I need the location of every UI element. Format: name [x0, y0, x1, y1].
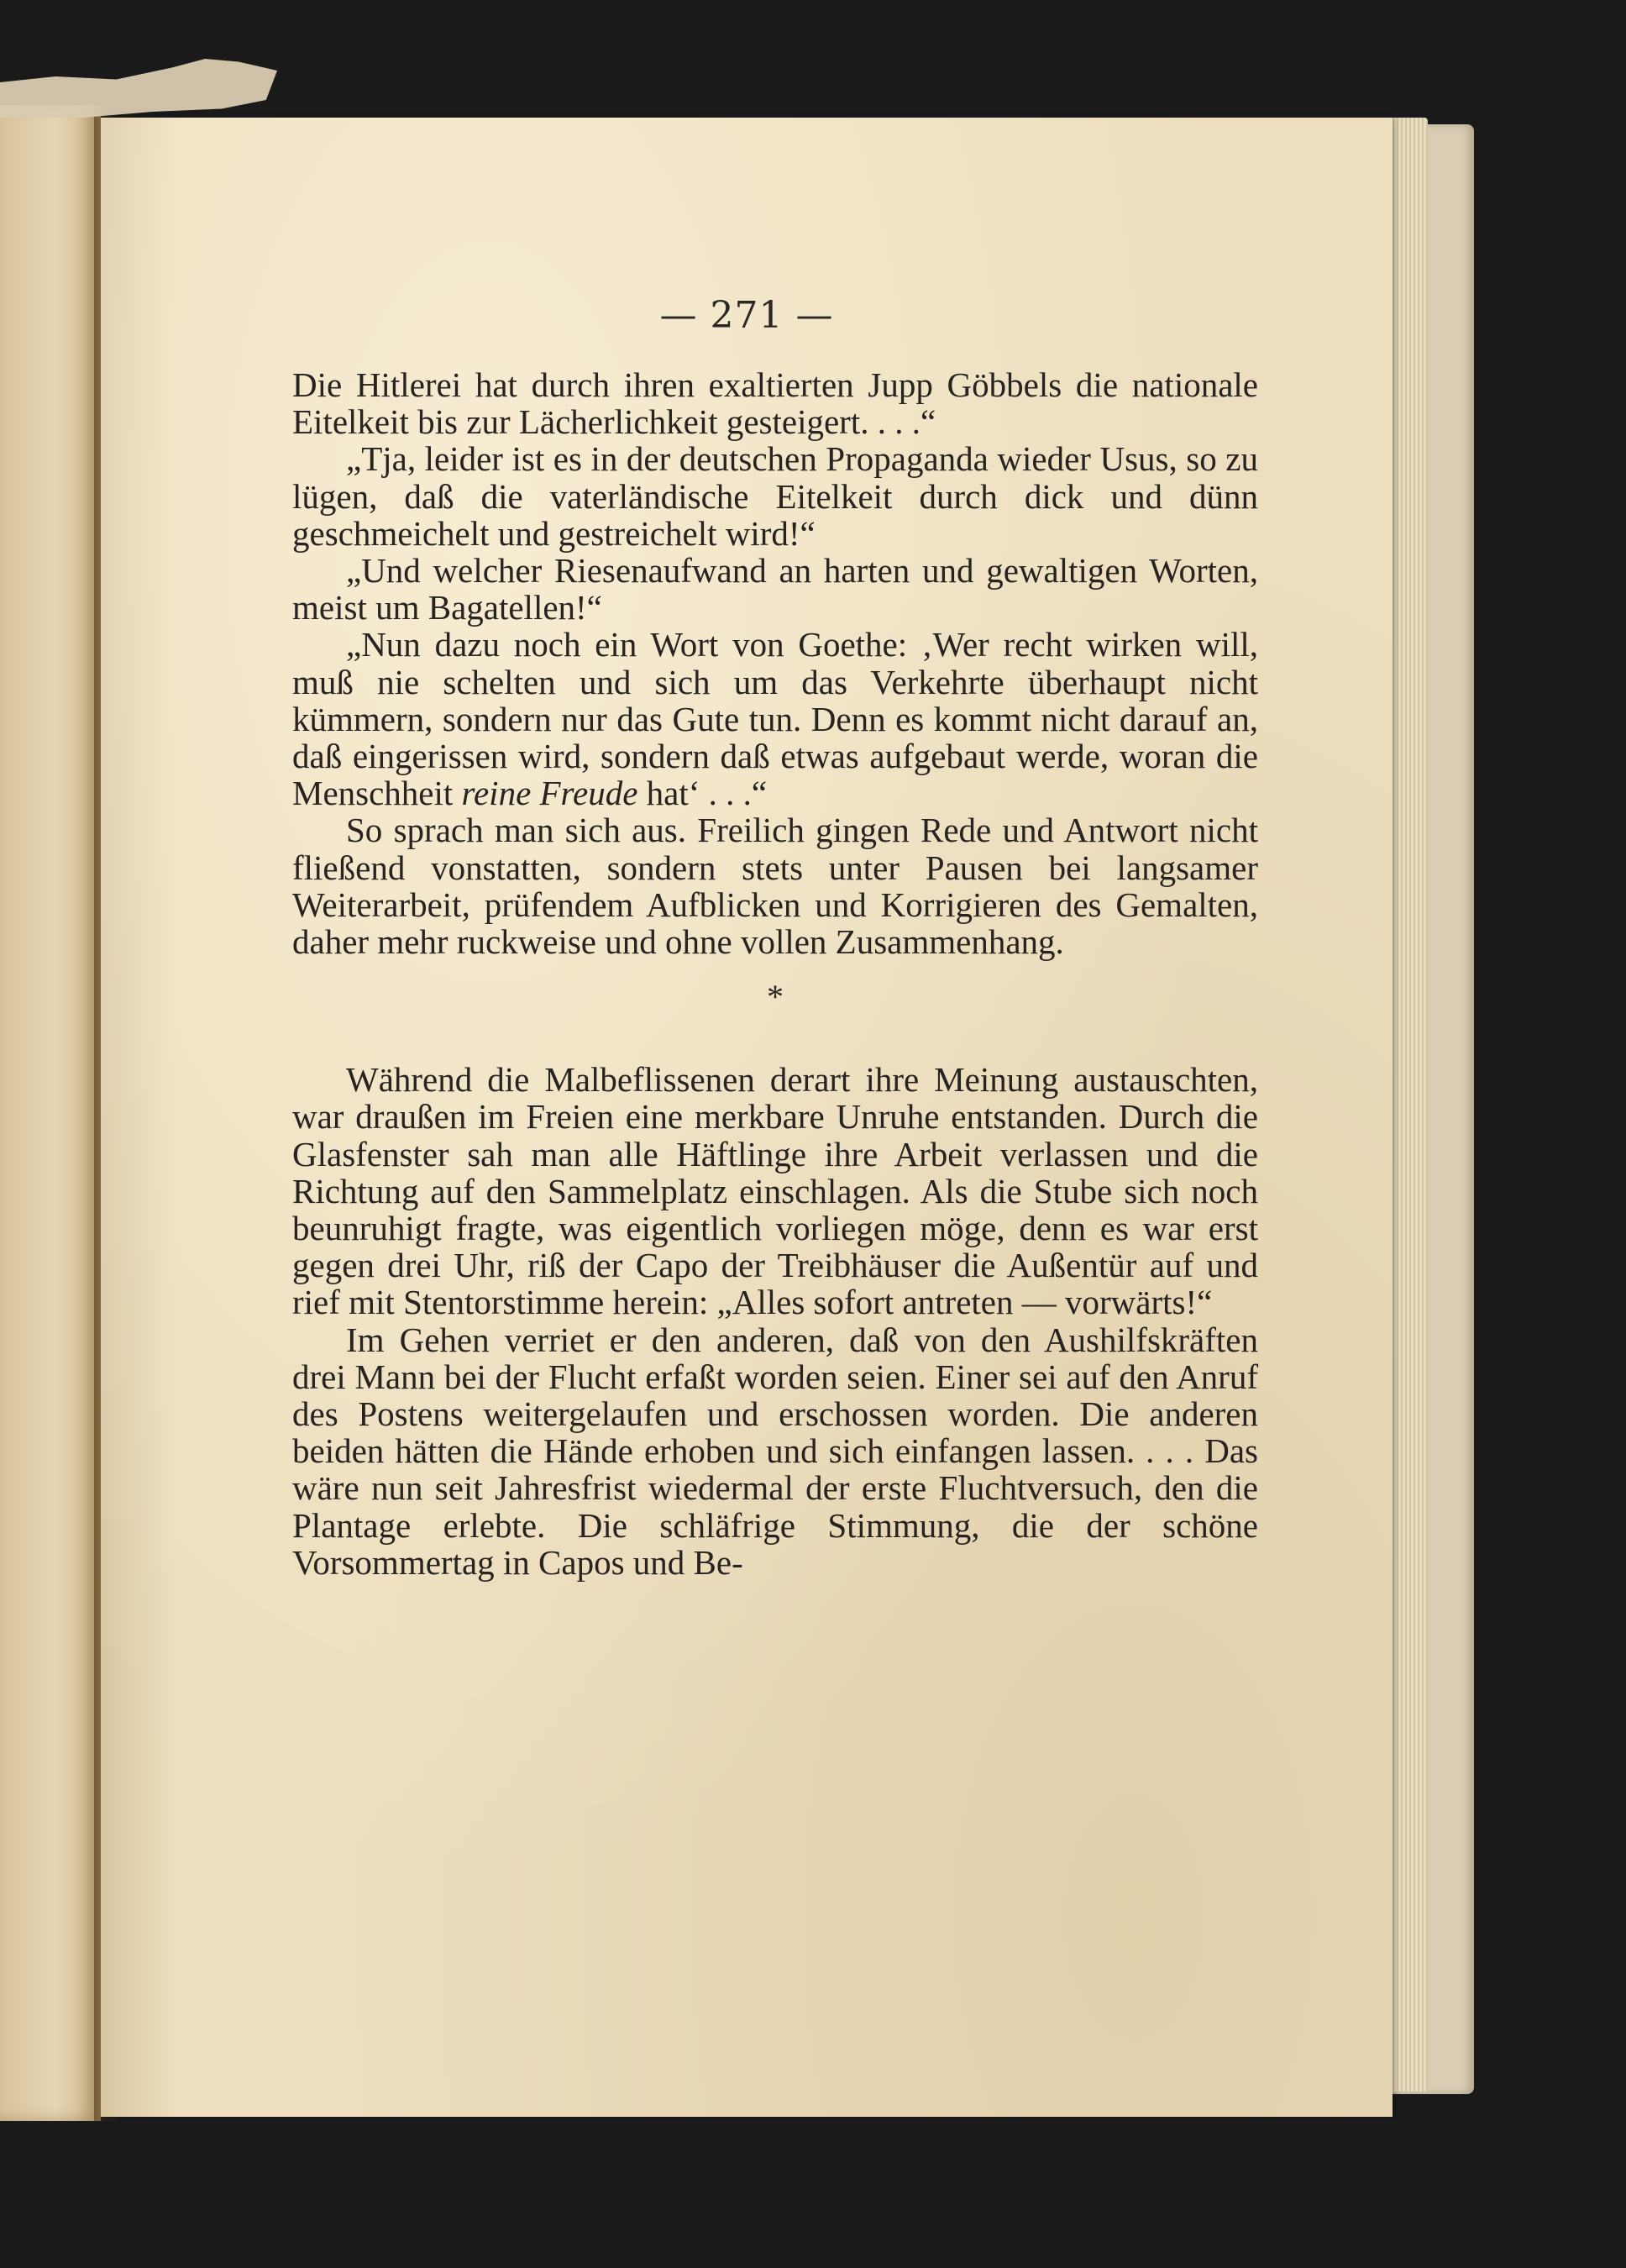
paragraph-text: hat‘ . . .“: [637, 774, 768, 813]
emphasized-text: reine Freude: [461, 774, 638, 813]
book-page: [101, 118, 1393, 2117]
paragraph-text: „Nun dazu noch ein Wort von Goethe: ‚Wer recht wirken will, muß nie schelten und sich um das Verkehrte überhaupt nicht kümmern, sondern nur das Gute tun. Denn es kommt nicht darauf an, daß eingerissen wird, sondern daß etwas aufgebaut werde, woran die Menschheit: [292, 625, 1258, 813]
torn-spine-tape: [0, 59, 277, 118]
paragraph: „Und welcher Riesenaufwand an harten und gewaltigen Worten, meist um Bagatellen!“: [292, 551, 1258, 627]
body-text: [292, 366, 1258, 1581]
section-separator: *: [767, 978, 784, 1016]
paragraph: Während die Malbeflissenen derart ihre Meinung austauschten, war draußen im Freien eine merkbare Unruhe entstanden. Durch die Glasfenster sah man alle Häftlinge ihre Arbeit verlassen und die Richtung auf den Sammelplatz einschlagen. Als die Stube sich noch beunruhigt fragte, was eigentlich vorliegen möge, denn es war erst gegen drei Uhr, riß der Capo der Treibhäuser die Außentür auf und rief mit Stentorstimme herein: „Alles sofort antreten — vorwärts!“: [292, 1060, 1258, 1322]
paragraph: Im Gehen verriet er den anderen, daß von den Aushilfskräften drei Mann bei der Flucht erfaßt worden seien. Einer sei auf den Anruf des Postens weitergelaufen und erschossen worden. Die anderen beiden hätten die Hände erhoben und sich einfangen lassen. . . . Das wäre nun seit Jahresfrist wiedermal der erste Fluchtversuch, den die Plantage erlebte. Die schläfrige Stimmung, die der schöne Vorsommertag in Capos und Be-: [292, 1320, 1258, 1582]
page-number: — 271 —: [659, 294, 834, 337]
paragraph: So sprach man sich aus. Freilich gingen Rede und Antwort nicht fließend vonstatten, sondern stets unter Pausen bei langsamer Weiterarbeit, prüfendem Aufblicken und Korrigieren des Gemalten, daher mehr ruckweise und ohne vollen Zusammenhang.: [292, 811, 1258, 962]
left-page: [0, 105, 101, 2121]
paragraph: Die Hitlerei hat durch ihren exaltierten Jupp Göbbels die nationale Eitelkeit bis zur Lächerlichkeit gesteigert. . . .“: [292, 365, 1258, 442]
paragraph-goethe-quote: [292, 626, 1258, 811]
paragraph: „Tja, leider ist es in der deutschen Propaganda wieder Usus, so zu lügen, daß die vaterländische Eitelkeit durch dick und dünn geschmeichelt und gestreichelt wird!“: [292, 439, 1258, 553]
